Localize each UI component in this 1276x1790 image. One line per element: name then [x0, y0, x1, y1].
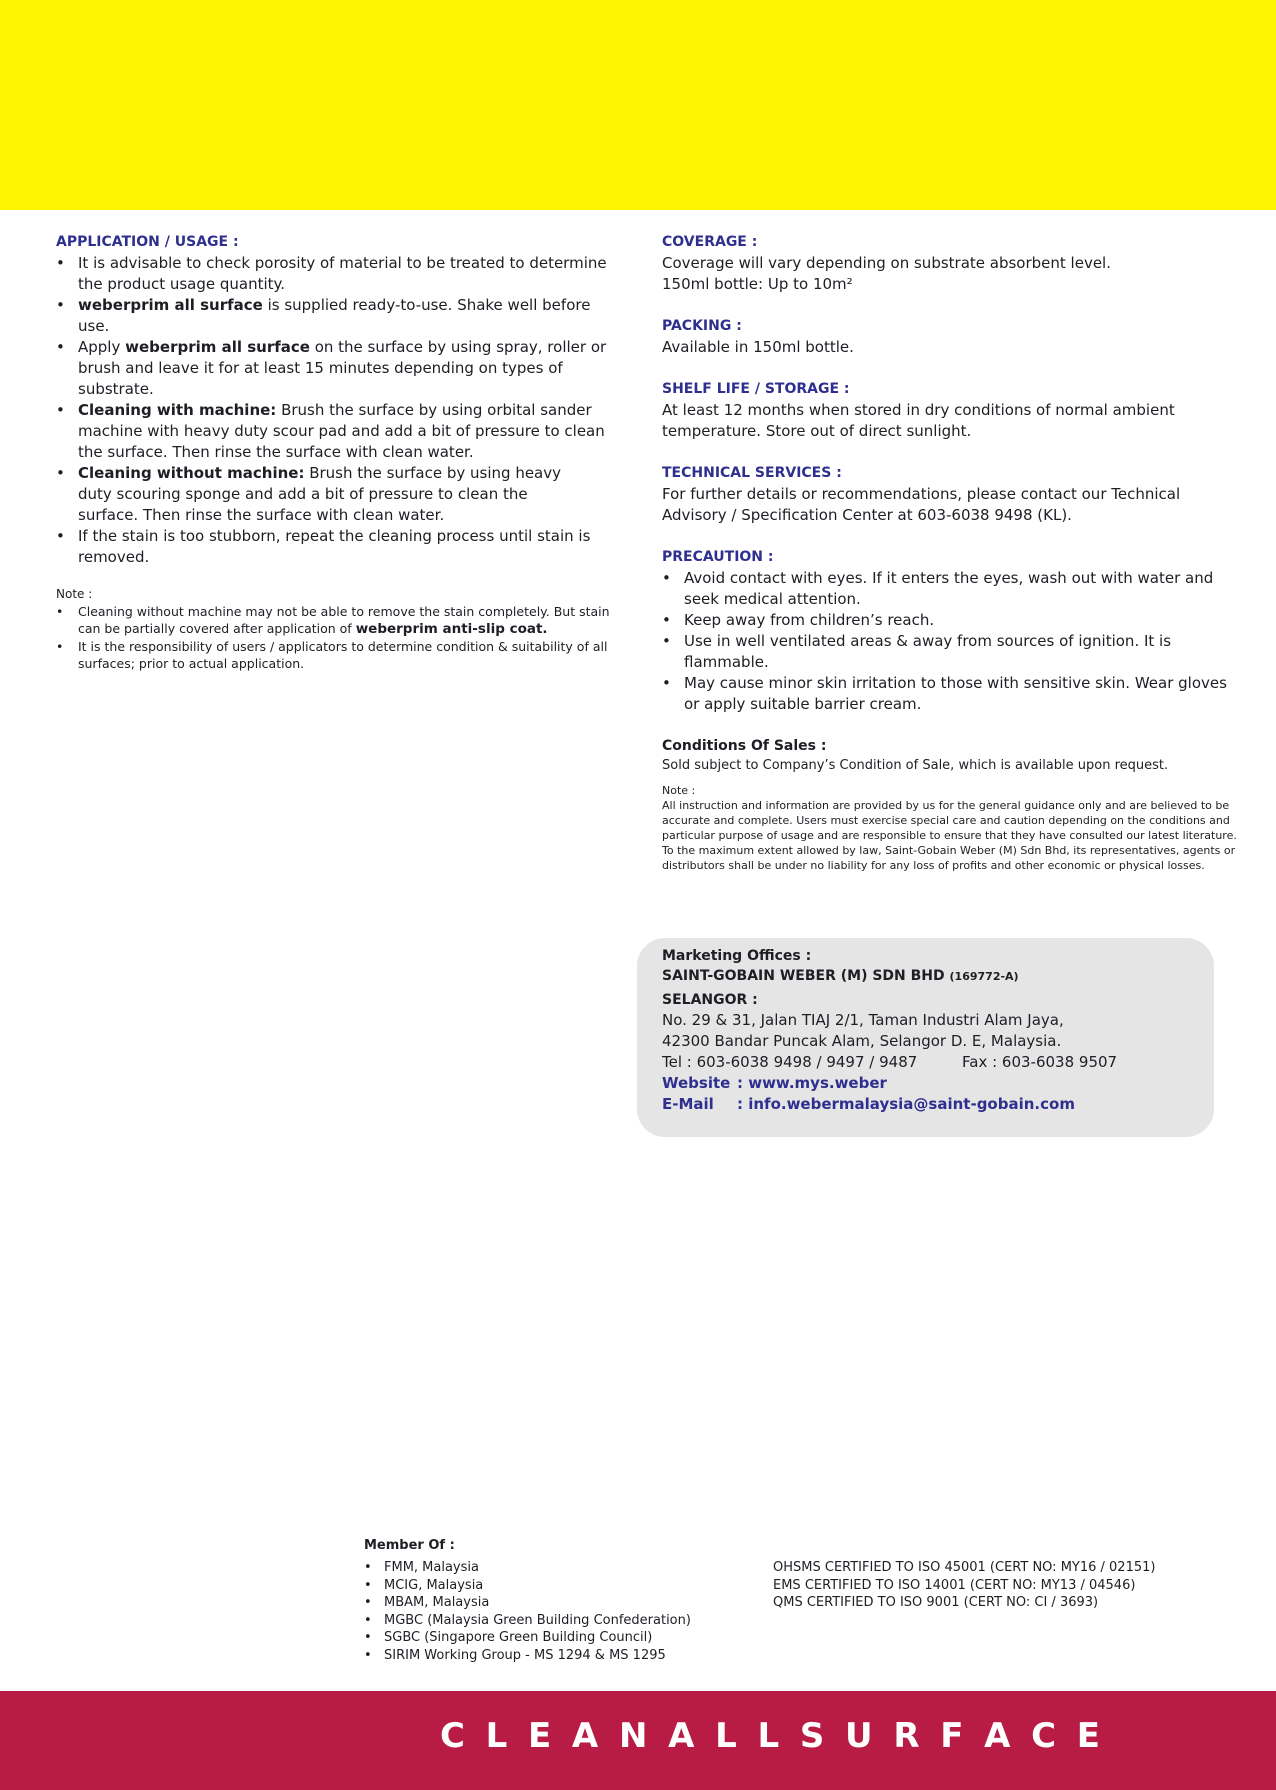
left-column: [56, 232, 626, 672]
list-item: [56, 253, 626, 295]
slogan: [440, 1714, 1100, 1758]
slogan-letter: C: [440, 1716, 465, 1756]
slogan-letter: F: [940, 1716, 964, 1756]
cert-line: QMS CERTIFIED TO ISO 9001 (CERT NO: CI / 3693): [773, 1595, 1099, 1610]
item-bold: weberprim all surface: [125, 338, 310, 356]
list-item: [56, 337, 626, 400]
note-bold: weberprim anti-slip coat.: [355, 621, 548, 637]
conditions-text: Sold subject to Company’s Condition of Sale, which is available upon request.: [662, 758, 1169, 773]
item-bold: Cleaning with machine:: [78, 401, 277, 419]
address-line-2: 42300 Bandar Puncak Alam, Selangor D. E, Malaysia.: [662, 1032, 1062, 1050]
list-item: • MCIG, Malaysia: [364, 1577, 744, 1595]
note-label: Note :: [56, 587, 93, 601]
technical-text: For further details or recommendations, please contact our Technical Advisory / Specification Center at 603-6038 9498 (KL).: [662, 485, 1181, 524]
precaution-list: [662, 568, 1240, 715]
website-link[interactable]: : www.mys.weber: [737, 1074, 887, 1092]
conditions-title: Conditions Of Sales :: [662, 738, 827, 754]
application-list: [56, 253, 626, 568]
email-label: E-Mail: [662, 1095, 714, 1113]
list-item: [56, 526, 626, 568]
item-text: is supplied ready-to-use. Shake well before use.: [78, 296, 591, 335]
email-line: [662, 1094, 1190, 1115]
company-reg: (169772-A): [949, 970, 1019, 983]
slogan-letter: A: [571, 1716, 599, 1756]
note-item: [56, 603, 626, 638]
member-list: [364, 1559, 744, 1664]
note-text: Cleaning without machine may not be able to remove the stain completely. But stain can be partially covered after application of: [78, 604, 610, 636]
slogan-letter: E: [1076, 1716, 1100, 1756]
note-list: [56, 603, 626, 672]
slogan-letter: S: [799, 1716, 825, 1756]
slogan-letter: L: [757, 1716, 780, 1756]
slogan-letter: A: [668, 1716, 695, 1756]
company-text: SAINT-GOBAIN WEBER (M) SDN BHD: [662, 968, 945, 984]
coverage-heading: COVERAGE :: [662, 234, 758, 250]
top-yellow-band: [0, 0, 1276, 210]
right-column: [662, 232, 1240, 873]
list-item: [56, 400, 626, 463]
item-text: It is advisable to check porosity of material to be treated to determine the product usage quantity.: [78, 254, 607, 293]
application-heading: APPLICATION / USAGE :: [56, 234, 239, 250]
note-item: [56, 638, 626, 672]
slogan-letter: L: [485, 1716, 508, 1756]
shelf-life-section: [662, 379, 1240, 442]
shelf-life-text: At least 12 months when stored in dry conditions of normal ambient temperature. Store out of direct sunlight.: [662, 401, 1175, 440]
list-item: • MBAM, Malaysia: [364, 1594, 744, 1612]
region-label: SELANGOR :: [662, 992, 758, 1008]
technical-section: [662, 463, 1240, 526]
list-item: • Avoid contact with eyes. If it enters the eyes, wash out with water and seek medical attention.: [662, 568, 1240, 610]
item-bold: Cleaning without machine:: [78, 464, 305, 482]
slogan-letter: C: [1031, 1716, 1057, 1756]
list-item: [56, 295, 626, 337]
company-name: [662, 966, 1190, 987]
item-text: on the surface by using spray, roller or brush and leave it for at least 15 minutes depending on types of substrate.: [78, 338, 607, 398]
member-of-section: [364, 1536, 744, 1664]
slogan-letter: R: [893, 1716, 920, 1756]
office-label: Marketing Offices :: [662, 948, 812, 964]
note-text: It is the responsibility of users / applicators to determine condition & suitability of all surfaces; prior to actual application.: [78, 639, 608, 671]
packing-text: Available in 150ml bottle.: [662, 338, 854, 356]
slogan-letter: A: [984, 1716, 1011, 1756]
slogan-letter: E: [528, 1716, 552, 1756]
list-item: • May cause minor skin irritation to those with sensitive skin. Wear gloves or apply suitable barrier cream.: [662, 673, 1240, 715]
coverage-line1: Coverage will vary depending on substrate absorbent level.: [662, 254, 1111, 272]
list-item: [56, 463, 626, 526]
shelf-life-heading: SHELF LIFE / STORAGE :: [662, 381, 850, 397]
technical-heading: TECHNICAL SERVICES :: [662, 465, 842, 481]
cert-line: EMS CERTIFIED TO ISO 14001 (CERT NO: MY13 / 04546): [773, 1577, 1136, 1593]
precaution-heading: PRECAUTION :: [662, 549, 774, 565]
list-item: • SIRIM Working Group - MS 1294 & MS 1295: [364, 1647, 744, 1665]
list-item: • MGBC (Malaysia Green Building Confederation): [364, 1612, 744, 1630]
packing-heading: PACKING :: [662, 318, 742, 334]
address-line-1: No. 29 & 31, Jalan TIAJ 2/1, Taman Industri Alam Jaya,: [662, 1011, 1064, 1029]
item-text: Brush the surface by using orbital sander machine with heavy duty scour pad and add a bit of pressure to clean the surface. Then rinse the surface with clean water.: [78, 401, 605, 461]
conditions-note-text: All instruction and information are provided by us for the general guidance only and are believed to be accurate and complete. Users must exercise special care and caution depending on the conditions and particular purpose of usage and are responsible to ensure that they have consulted our latest literature. To the maximum extent allowed by law, Saint-Gobain Weber (M) Sdn Bhd, its representatives, agents or distributors shall be under no liability for any loss of profits and other economic or physical losses.: [662, 799, 1237, 872]
website-label: Website: [662, 1074, 731, 1092]
coverage-line2: 150ml bottle: Up to 10m²: [662, 275, 853, 293]
website-line: [662, 1073, 1190, 1094]
item-text: Brush the surface by using heavy duty scouring sponge and add a bit of pressure to clean the surface. Then rinse the surface with clean water.: [78, 464, 561, 524]
coverage-section: [662, 232, 1240, 295]
member-label: Member Of :: [364, 1538, 455, 1553]
slogan-letter: L: [715, 1716, 737, 1756]
conditions-note-label: Note :: [662, 784, 696, 797]
list-item: • SGBC (Singapore Green Building Council): [364, 1629, 744, 1647]
marketing-office-box: [637, 938, 1214, 1137]
list-item: • FMM, Malaysia: [364, 1559, 744, 1577]
certifications: [773, 1559, 1233, 1612]
tel-text: Tel : 603-6038 9498 / 9497 / 9487: [662, 1053, 918, 1071]
contact-line: [662, 1052, 1190, 1073]
precaution-section: [662, 547, 1240, 715]
slogan-letter: N: [618, 1716, 648, 1756]
packing-section: [662, 316, 1240, 358]
cert-line: OHSMS CERTIFIED TO ISO 45001 (CERT NO: MY16 / 02151): [773, 1560, 1156, 1575]
item-bold: weberprim all surface: [78, 296, 263, 314]
fax-text: Fax : 603-6038 9507: [962, 1053, 1118, 1071]
email-link[interactable]: : info.webermalaysia@saint-gobain.com: [737, 1095, 1075, 1113]
list-item: • Keep away from children’s reach.: [662, 610, 1240, 631]
item-pre: Apply: [78, 338, 126, 356]
item-text: If the stain is too stubborn, repeat the cleaning process until stain is removed.: [78, 527, 591, 566]
list-item: • Use in well ventilated areas & away from sources of ignition. It is flammable.: [662, 631, 1240, 673]
slogan-letter: U: [845, 1716, 873, 1756]
